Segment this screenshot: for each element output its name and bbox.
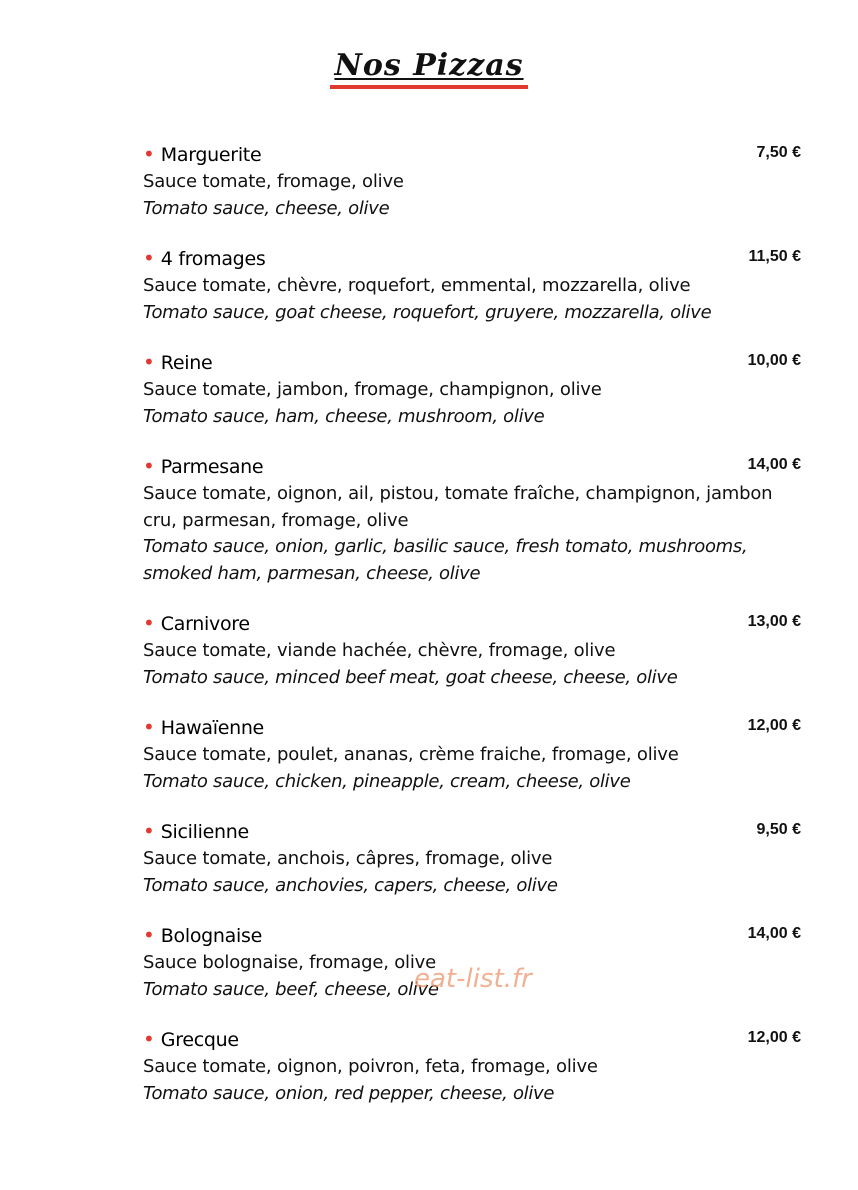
menu-item-header: [143, 246, 807, 273]
ingredients-en: Tomato sauce, beef, cheese, olive: [143, 978, 439, 1000]
ingredients-fr: Sauce tomate, anchois, câpres, fromage, olive: [143, 848, 553, 869]
menu-item-header: [143, 923, 807, 950]
ingredients-fr: Sauce tomate, poulet, ananas, crème fraiche, fromage, olive: [143, 744, 679, 765]
pizza-name: Sicilienne: [160, 821, 249, 843]
title-wrapper: [0, 48, 858, 89]
menu-item-header: [143, 350, 807, 377]
ingredients-fr: Sauce tomate, oignon, poivron, feta, fromage, olive: [143, 1056, 598, 1077]
menu-item-header: [143, 611, 807, 638]
ingredients-en: Tomato sauce, onion, red pepper, cheese, olive: [143, 1082, 555, 1104]
ingredients-en: Tomato sauce, minced beef meat, goat cheese, cheese, olive: [143, 666, 678, 688]
bullet-icon: •: [143, 819, 155, 843]
pizza-name: Carnivore: [160, 613, 250, 635]
menu-item: [143, 142, 807, 222]
menu-item-header: [143, 1027, 807, 1054]
menu-item: [143, 350, 807, 430]
bullet-icon: •: [143, 246, 155, 270]
ingredients-fr: Sauce tomate, chèvre, roquefort, emmental, mozzarella, olive: [143, 275, 691, 296]
pizza-price: 14,00 €: [747, 925, 801, 942]
ingredients-fr: Sauce tomate, viande hachée, chèvre, fromage, olive: [143, 640, 616, 661]
menu-item: [143, 246, 807, 326]
menu-item: [143, 1027, 807, 1107]
ingredients-fr: Sauce tomate, oignon, ail, pistou, tomate fraîche, champignon, jambon cru, parmesan, fromage, olive: [143, 483, 773, 531]
menu-item: [143, 923, 807, 1003]
watermark-text: eat-list.fr: [414, 964, 532, 994]
pizza-price: 11,50 €: [748, 248, 801, 265]
menu-item-header: [143, 142, 807, 169]
menu-item-header: [143, 715, 807, 742]
pizza-name: Bolognaise: [160, 925, 262, 947]
ingredients-en: Tomato sauce, goat cheese, roquefort, gruyere, mozzarella, olive: [143, 301, 712, 323]
ingredients-fr: Sauce tomate, jambon, fromage, champignon, olive: [143, 379, 602, 400]
pizza-price: 7,50 €: [756, 144, 801, 161]
menu-item: [143, 454, 807, 587]
pizza-price: 14,00 €: [747, 456, 801, 473]
bullet-icon: •: [143, 1027, 155, 1051]
menu-item: [143, 819, 807, 899]
ingredients-en: Tomato sauce, onion, garlic, basilic sauce, fresh tomato, mushrooms, smoked ham, parmesan, cheese, olive: [143, 536, 748, 584]
bullet-icon: •: [143, 350, 155, 374]
bullet-icon: •: [143, 454, 155, 478]
pizza-name: Parmesane: [160, 456, 264, 478]
bullet-icon: •: [143, 611, 155, 635]
pizza-price: 10,00 €: [747, 352, 801, 369]
pizza-price: 13,00 €: [747, 613, 801, 630]
ingredients-en: Tomato sauce, chicken, pineapple, cream, cheese, olive: [143, 770, 631, 792]
menu-item-header: [143, 819, 807, 846]
menu-item: [143, 611, 807, 691]
pizza-name: Grecque: [160, 1029, 239, 1051]
menu-item: [143, 715, 807, 795]
ingredients-en: Tomato sauce, anchovies, capers, cheese, olive: [143, 874, 558, 896]
ingredients-fr: Sauce tomate, fromage, olive: [143, 171, 404, 192]
ingredients-en: Tomato sauce, ham, cheese, mushroom, olive: [143, 405, 545, 427]
pizza-name: 4 fromages: [160, 248, 266, 270]
bullet-icon: •: [143, 923, 155, 947]
page-title: Nos Pizzas: [330, 48, 527, 89]
pizza-price: 12,00 €: [747, 1029, 801, 1046]
bullet-icon: •: [143, 142, 155, 166]
pizza-name: Marguerite: [160, 144, 262, 166]
pizza-name: Hawaïenne: [160, 717, 264, 739]
ingredients-fr: Sauce bolognaise, fromage, olive: [143, 952, 436, 973]
pizza-price: 9,50 €: [756, 821, 801, 838]
bullet-icon: •: [143, 715, 155, 739]
pizza-price: 12,00 €: [747, 717, 801, 734]
menu-item-header: [143, 454, 807, 481]
pizza-name: Reine: [160, 352, 213, 374]
pizza-menu-list: [143, 142, 807, 1131]
ingredients-en: Tomato sauce, cheese, olive: [143, 197, 390, 219]
